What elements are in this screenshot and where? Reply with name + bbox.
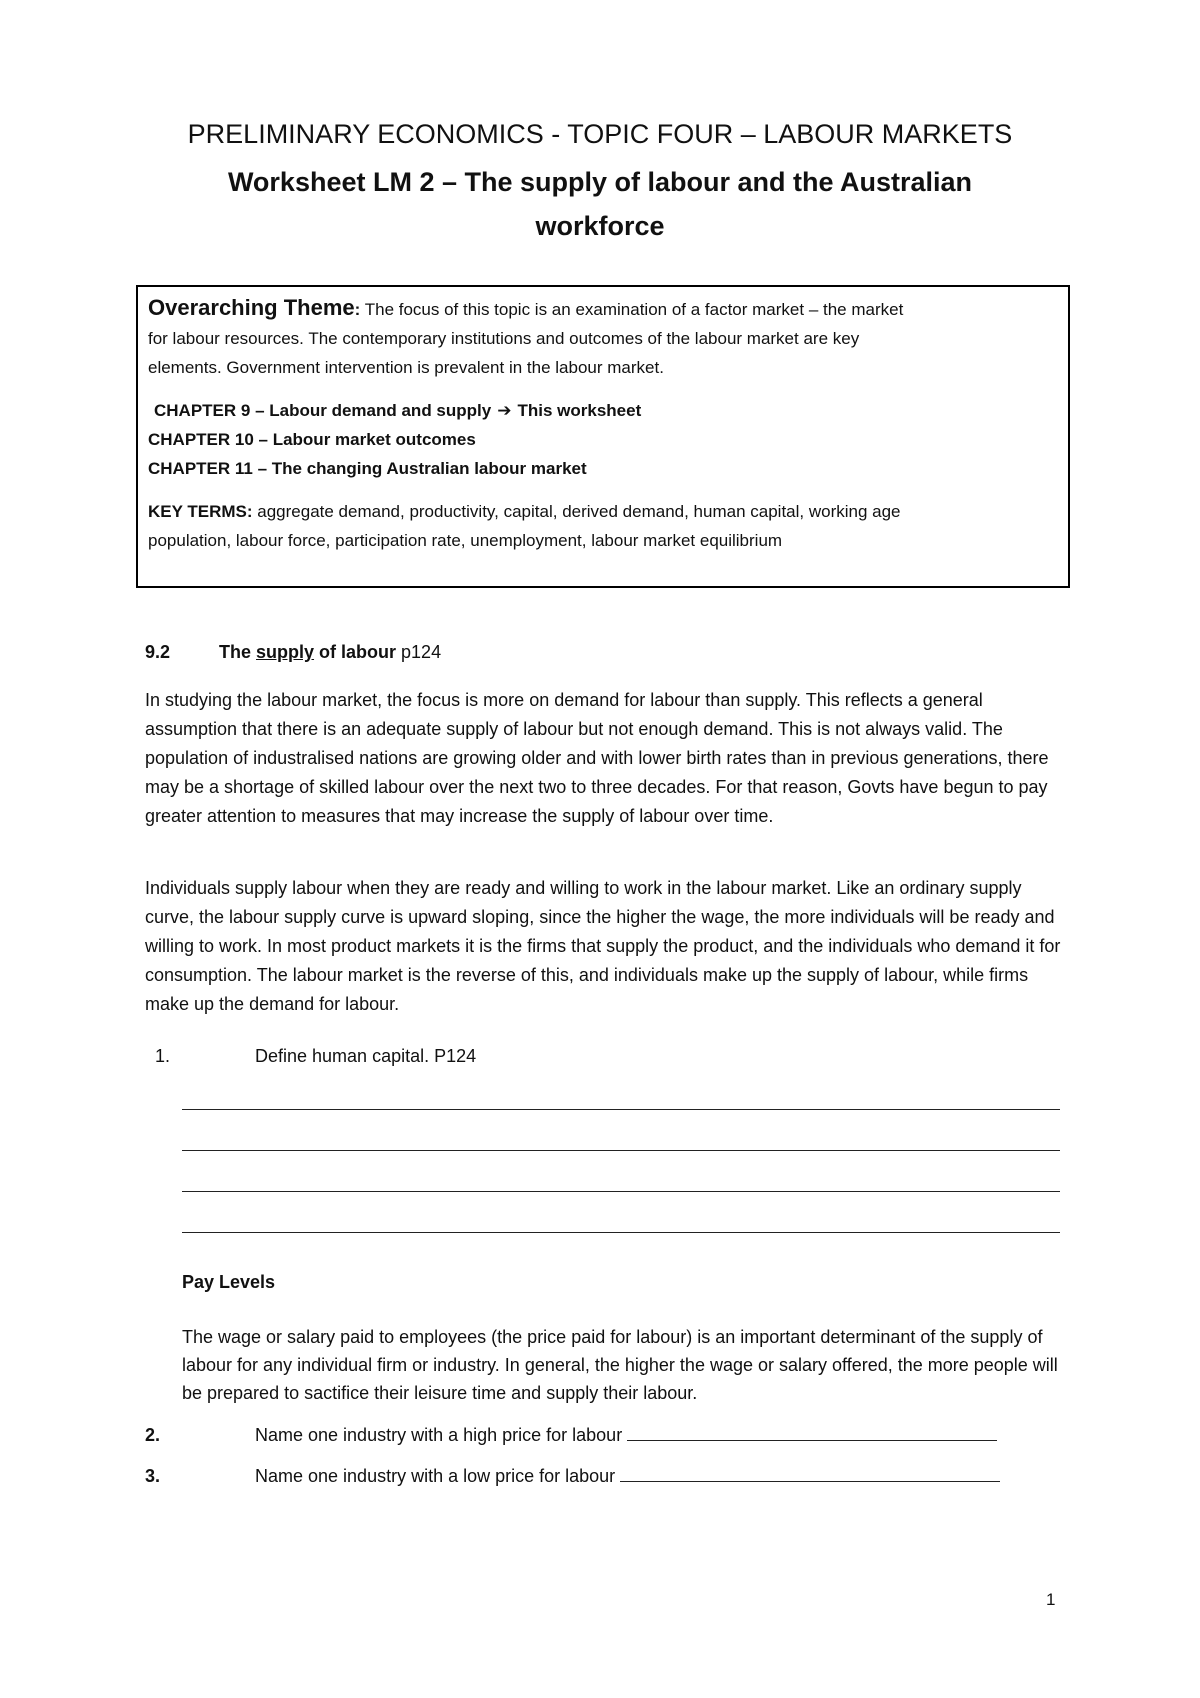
- theme-line-3: elements. Government intervention is prevalent in the labour market.: [148, 358, 664, 377]
- paragraph-labour-supply-intro: In studying the labour market, the focus is more on demand for labour than supply. This reflects a general assumption that there is an adequate supply of labour but not enough demand. This is not always valid. The population of industralised nations are growing older and with lower birth rates than in previous generations, there may be a shortage of skilled labour over the next two to three decades. For that reason, Govts have begun to pay greater attention to measures that may increase the supply of labour over time.: [145, 690, 1049, 826]
- answer-line[interactable]: [182, 1191, 1060, 1192]
- question-1-number: 1.: [155, 1046, 171, 1066]
- key-terms-line-2: population, labour force, participation rate, unemployment, labour market equilibrium: [148, 531, 783, 550]
- key-terms-text-1: aggregate demand, productivity, capital, derived demand, human capital, working age: [252, 502, 901, 521]
- answer-line[interactable]: [182, 1109, 1060, 1110]
- section-page-ref: p124: [396, 642, 442, 662]
- theme-heading-colon: :: [354, 300, 361, 319]
- question-3-text: Name one industry with a low price for labour: [255, 1466, 621, 1486]
- section-title-underlined: supply: [256, 642, 315, 662]
- paragraph-pay-levels: The wage or salary paid to employees (the price paid for labour) is an important determinant of the supply of labour for any individual firm or industry. In general, the higher the wage or salary offered, the more people will be prepared to sactifice their leisure time and supply their labour.: [182, 1327, 1058, 1403]
- section-title-post: of labour: [314, 642, 397, 662]
- section-number: 9.2: [145, 642, 171, 662]
- worksheet-title-line1: Worksheet LM 2 – The supply of labour and the Australian: [227, 167, 973, 197]
- theme-heading: Overarching Theme: [148, 295, 355, 320]
- question-3-number: 3.: [145, 1466, 161, 1486]
- question-1: [145, 1041, 476, 1071]
- worksheet-title: [0, 160, 1200, 248]
- question-2: [145, 1420, 997, 1450]
- overarching-theme-box: [136, 285, 1070, 588]
- section-title-pre: The: [219, 642, 257, 662]
- answer-line[interactable]: [182, 1232, 1060, 1233]
- key-terms-line-1: [148, 497, 1058, 526]
- question-3-answer-blank[interactable]: [620, 1463, 1000, 1482]
- theme-line-2: for labour resources. The contemporary institutions and outcomes of the labour market are key: [148, 329, 860, 348]
- chapter-9-label: CHAPTER 9 – Labour demand and supply: [154, 401, 492, 420]
- question-1-text: Define human capital. P124: [255, 1046, 477, 1066]
- chapter-11-line: CHAPTER 11 – The changing Australian labour market: [148, 459, 587, 478]
- question-2-answer-blank[interactable]: [627, 1422, 997, 1441]
- pay-levels-heading: Pay Levels: [182, 1272, 276, 1292]
- worksheet-title-line2: workforce: [535, 211, 665, 241]
- question-3: [145, 1461, 1000, 1491]
- right-arrow-icon: ➔: [497, 401, 512, 420]
- chapter-9-line: [148, 396, 1058, 425]
- page-number: 1: [1046, 1590, 1056, 1609]
- question-2-text: Name one industry with a high price for labour: [255, 1425, 628, 1445]
- answer-line[interactable]: [182, 1150, 1060, 1151]
- theme-text-line1: The focus of this topic is an examination of a factor market – the market: [360, 300, 904, 319]
- paragraph-individuals-supply: Individuals supply labour when they are ready and willing to work in the labour market. Like an ordinary supply curve, the labour supply curve is upward sloping, since the higher the wage, the more individuals will be ready and willing to work. In most product markets it is the firms that supply the product, and the individuals who demand it for consumption. The labour market is the reverse of this, and individuals make up the supply of labour, while firms make up the demand for labour.: [145, 878, 1061, 1014]
- section-heading: [145, 637, 441, 667]
- chapter-9-note: This worksheet: [517, 401, 642, 420]
- question-2-number: 2.: [145, 1425, 161, 1445]
- chapter-10-line: CHAPTER 10 – Labour market outcomes: [148, 430, 476, 449]
- topic-title: PRELIMINARY ECONOMICS - TOPIC FOUR – LABOUR MARKETS: [187, 119, 1013, 149]
- theme-line-1: [148, 293, 1058, 324]
- key-terms-label: KEY TERMS:: [148, 502, 253, 521]
